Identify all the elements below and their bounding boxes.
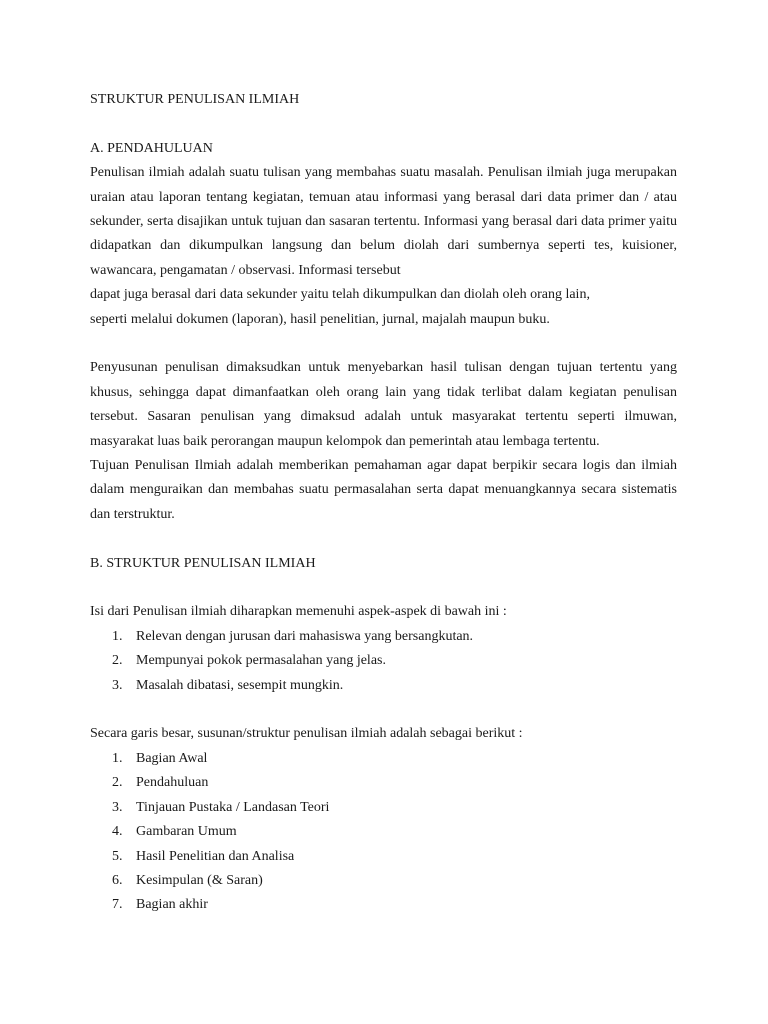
spacer: [90, 332, 677, 356]
document-page: [90, 88, 677, 918]
list-item: [90, 796, 677, 820]
list-number: 3.: [112, 799, 123, 815]
list-number: 6.: [112, 872, 123, 888]
section-a-paragraph-2: Penyusunan penulisan dimaksudkan untuk menyebarkan hasil tulisan dengan tujuan tertentu yang khusus, sehingga dapat dimanfaatkan oleh orang lain yang tidak terlibat dalam kegiatan penulisan tersebut. Sasaran penulisan yang dimaksud adalah untuk masyarakat tertentu seperti ilmuwan, masyarakat luas baik perorangan maupun kelompok dan pemerintah atau lembaga tertentu.: [90, 360, 677, 449]
list-item: [90, 820, 677, 844]
list-number: 2.: [112, 653, 123, 669]
list-item: [90, 649, 677, 673]
list-item: [90, 893, 677, 917]
list-item-text: Mempunyai pokok permasalahan yang jelas.: [136, 653, 386, 669]
list-number: 4.: [112, 824, 123, 840]
list-item-text: Gambaran Umum: [136, 824, 237, 840]
spacer: [90, 576, 677, 600]
aspects-list: [90, 625, 677, 698]
document-title: STRUKTUR PENULISAN ILMIAH: [90, 92, 300, 107]
list-item: [90, 845, 677, 869]
section-a-paragraph-1-line-2: dapat juga berasal dari data sekunder yaitu telah dikumpulkan dan diolah oleh orang lain,: [90, 287, 590, 303]
list-item-text: Hasil Penelitian dan Analisa: [136, 848, 295, 864]
list-item-text: Kesimpulan (& Saran): [136, 872, 263, 888]
list-item: [90, 747, 677, 771]
list-item: [90, 771, 677, 795]
list-number: 5.: [112, 848, 123, 864]
section-a-paragraph-1-line-3: seperti melalui dokumen (laporan), hasil penelitian, jurnal, majalah maupun buku.: [90, 311, 550, 327]
section-a-paragraph-3: Tujuan Penulisan Ilmiah adalah memberikan pemahaman agar dapat berpikir secara logis dan ilmiah dalam menguraikan dan membahas suatu permasalahan serta dapat menuangkannya secara sistematis dan terstruktur.: [90, 458, 677, 522]
list-number: 3.: [112, 677, 123, 693]
section-b-intro-2: Secara garis besar, susunan/struktur penulisan ilmiah adalah sebagai berikut :: [90, 726, 523, 742]
section-a-heading: A. PENDAHULUAN: [90, 140, 213, 156]
list-number: 1.: [112, 628, 123, 644]
spacer: [90, 527, 677, 551]
list-item: [90, 625, 677, 649]
list-number: 1.: [112, 750, 123, 766]
list-item-text: Tinjauan Pustaka / Landasan Teori: [136, 799, 330, 815]
list-number: 7.: [112, 897, 123, 913]
list-number: 2.: [112, 775, 123, 791]
list-item-text: Bagian Awal: [136, 750, 208, 766]
list-item-text: Masalah dibatasi, sesempit mungkin.: [136, 677, 344, 693]
list-item-text: Bagian akhir: [136, 897, 208, 913]
spacer: [90, 112, 677, 136]
section-b-heading: B. STRUKTUR PENULISAN ILMIAH: [90, 555, 316, 571]
list-item-text: Relevan dengan jurusan dari mahasiswa yang bersangkutan.: [136, 628, 474, 644]
list-item: [90, 869, 677, 893]
list-item: [90, 674, 677, 698]
section-b-intro-1: Isi dari Penulisan ilmiah diharapkan memenuhi aspek-aspek di bawah ini :: [90, 604, 507, 620]
structure-list: [90, 747, 677, 918]
list-item-text: Pendahuluan: [136, 775, 209, 791]
section-a-paragraph-1: Penulisan ilmiah adalah suatu tulisan yang membahas suatu masalah. Penulisan ilmiah juga merupakan uraian atau laporan tentang kegiatan, temuan atau informasi yang berasal dari data primer dan / atau sekunder, serta disajikan untuk tujuan dan sasaran tertentu. Informasi yang berasal dari data primer yaitu didapatkan dan dikumpulkan langsung dan belum diolah dari sumbernya seperti tes, kuisioner, wawancara, pengamatan / observasi. Informasi tersebut: [90, 165, 677, 278]
spacer: [90, 698, 677, 722]
